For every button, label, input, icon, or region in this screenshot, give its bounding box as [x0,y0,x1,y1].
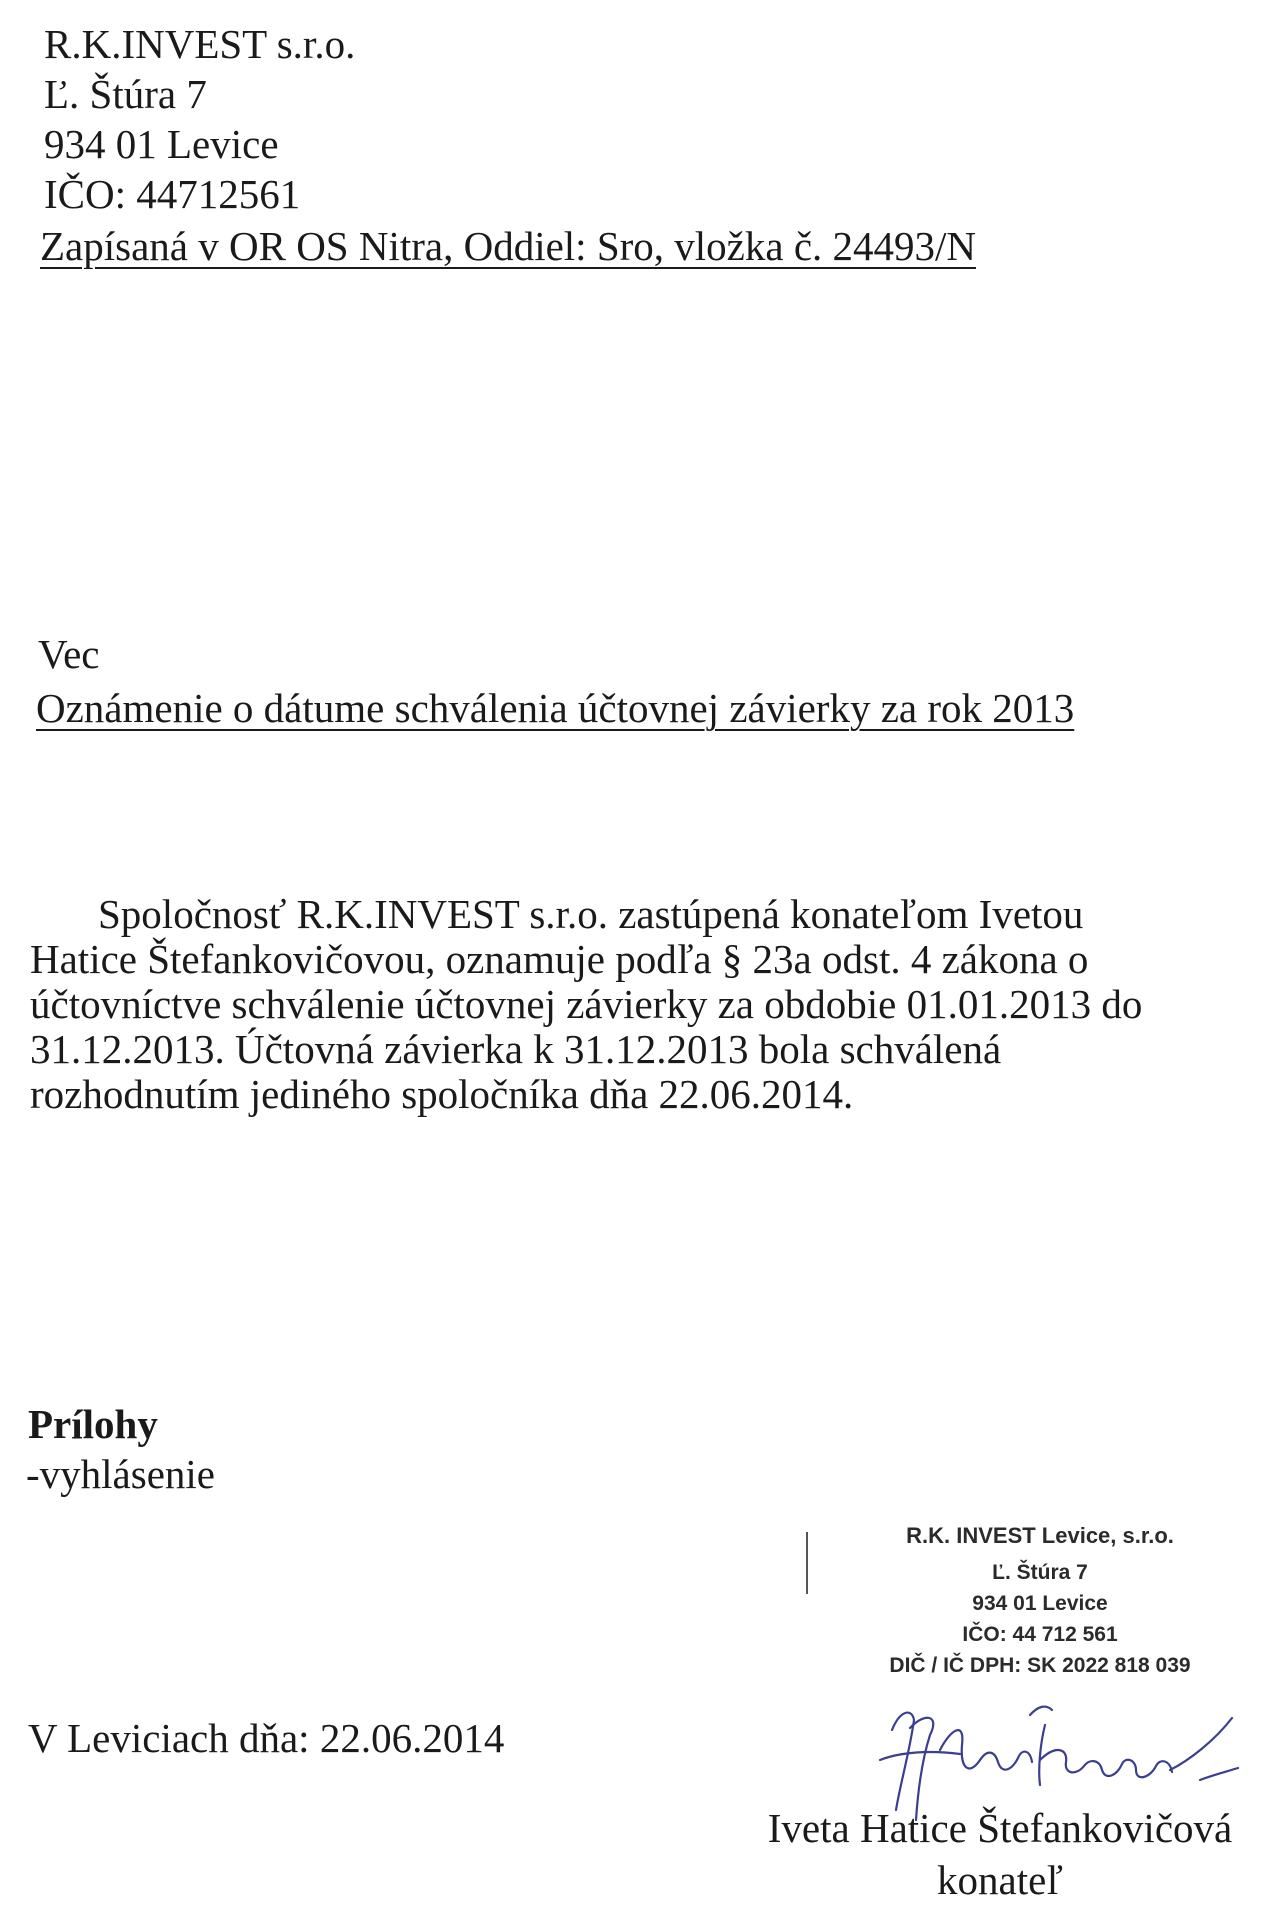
attachment-item: -vyhlásenie [26,1451,215,1497]
body-paragraph [30,892,1255,1117]
stamp-ico: IČO: 44 712 561 [962,1623,1118,1646]
signature-stroke [940,1730,1032,1770]
stamp-border [806,1532,808,1594]
sender-city: 934 01 Levice [44,121,279,167]
body-line: Spoločnosť R.K.INVEST s.r.o. zastúpená konateľom Ivetou [98,891,1084,937]
signature-stroke [880,1752,960,1760]
sender-registry: Zapísaná v OR OS Nitra, Oddiel: Sro, vložka č. 24493/N [40,223,977,269]
stamp-name: R.K. INVEST Levice, s.r.o. [906,1523,1174,1548]
subject-text: Oznámenie o dátume schválenia účtovnej závierky za rok 2013 [36,685,1075,731]
attachments-heading: Prílohy [28,1401,158,1447]
stamp-city: 934 01 Levice [972,1592,1108,1615]
company-stamp [865,1520,1215,1681]
body-line: účtovníctve schválenie účtovnej závierky za obdobie 01.01.2013 do [30,981,1143,1027]
signature-stroke [1030,1707,1052,1715]
signature-stroke [1039,1725,1172,1785]
stamp-dic: DIČ / IČ DPH: SK 2022 818 039 [889,1654,1191,1677]
stamp-street: Ľ. Štúra 7 [992,1561,1088,1584]
sender-name: R.K.INVEST s.r.o. [44,21,356,67]
body-line: rozhodnutím jediného spoločníka dňa 22.06.2014. [30,1071,854,1117]
body-line: Hatice Štefankovičovou, oznamuje podľa § 23a odst. 4 zákona o [30,936,1089,982]
signer-name: Iveta Hatice Štefankovičová [767,1805,1233,1851]
signature-stroke [1170,1718,1238,1780]
subject-label: Vec [38,631,100,677]
place-date: V Leviciach dňa: 22.06.2014 [28,1715,505,1761]
signer-role: konateľ [937,1857,1063,1903]
sender-ico: IČO: 44712561 [44,171,301,217]
sender-street: Ľ. Štúra 7 [44,71,207,117]
body-line: 31.12.2013. Účtovná závierka k 31.12.2013 bola schválená [30,1026,1002,1072]
